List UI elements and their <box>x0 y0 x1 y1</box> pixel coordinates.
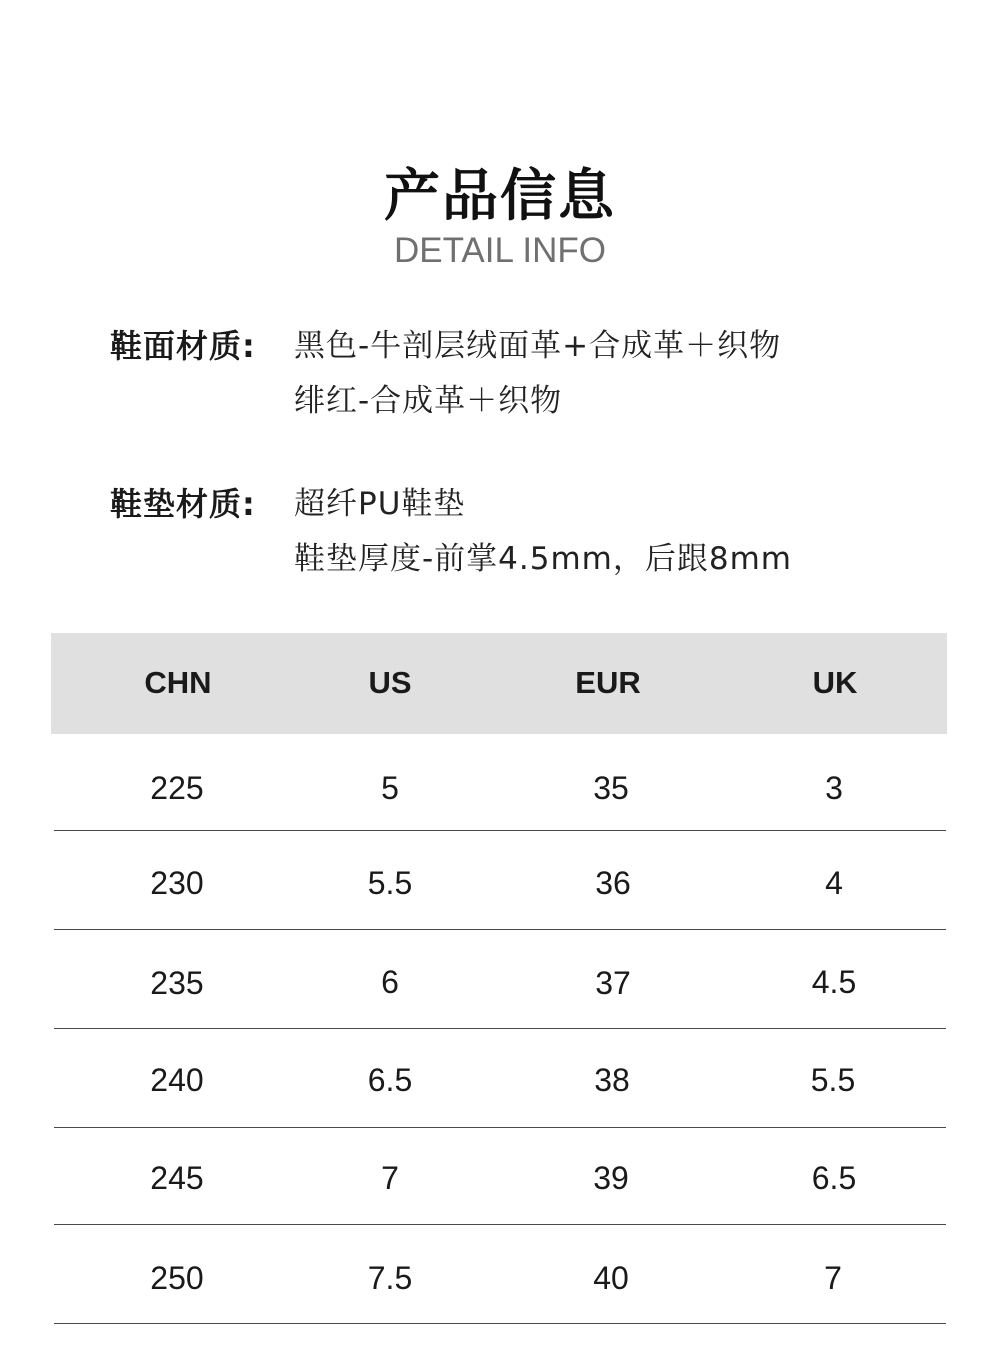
cell-chn: 225 <box>150 770 204 806</box>
upper-material-label: 鞋面材质: <box>110 327 256 365</box>
cell-eur: 35 <box>593 770 629 806</box>
cell-eur: 36 <box>595 865 631 901</box>
cell-eur: 39 <box>593 1160 629 1196</box>
cell-uk: 3 <box>825 770 843 806</box>
cell-eur: 37 <box>595 965 631 1001</box>
cell-chn: 250 <box>150 1260 204 1296</box>
column-header-uk: UK <box>812 665 858 700</box>
table-row <box>51 734 947 831</box>
page-subtitle: DETAIL INFO <box>394 231 606 270</box>
table-header <box>51 633 947 734</box>
insole-material-label: 鞋垫材质: <box>110 485 256 523</box>
cell-us: 7 <box>381 1160 399 1196</box>
cell-uk: 5.5 <box>810 1062 856 1098</box>
column-header-chn: CHN <box>144 665 212 700</box>
cell-uk: 4 <box>825 865 843 901</box>
table-row <box>51 1029 947 1128</box>
insole-material-line-2: 鞋垫厚度-前掌4.5mm，后跟8mm <box>294 541 792 577</box>
insole-material-line-1: 超纤PU鞋垫 <box>294 486 466 522</box>
cell-us: 7.5 <box>367 1260 413 1296</box>
cell-chn: 235 <box>150 965 204 1001</box>
cell-chn: 230 <box>150 865 204 901</box>
upper-material-line-1: 黑色-牛剖层绒面革+合成革＋织物 <box>294 328 782 364</box>
upper-material-line-2: 绯红-合成革＋织物 <box>294 383 563 419</box>
cell-us: 6 <box>381 964 399 1000</box>
cell-us: 5 <box>381 770 399 806</box>
row-divider <box>54 1323 946 1324</box>
cell-uk: 4.5 <box>811 964 857 1000</box>
cell-us: 6.5 <box>367 1062 413 1098</box>
table-row <box>51 1128 947 1225</box>
cell-uk: 6.5 <box>811 1160 857 1196</box>
cell-chn: 240 <box>150 1062 204 1098</box>
table-row <box>51 1225 947 1324</box>
column-header-eur: EUR <box>575 665 641 700</box>
cell-us: 5.5 <box>367 865 413 901</box>
table-row <box>51 930 947 1029</box>
cell-uk: 7 <box>824 1260 842 1296</box>
cell-eur: 40 <box>593 1260 629 1296</box>
page-title: 产品信息 <box>384 164 616 229</box>
table-row <box>51 831 947 930</box>
cell-eur: 38 <box>594 1062 630 1098</box>
column-header-us: US <box>368 665 412 700</box>
cell-chn: 245 <box>150 1160 204 1196</box>
